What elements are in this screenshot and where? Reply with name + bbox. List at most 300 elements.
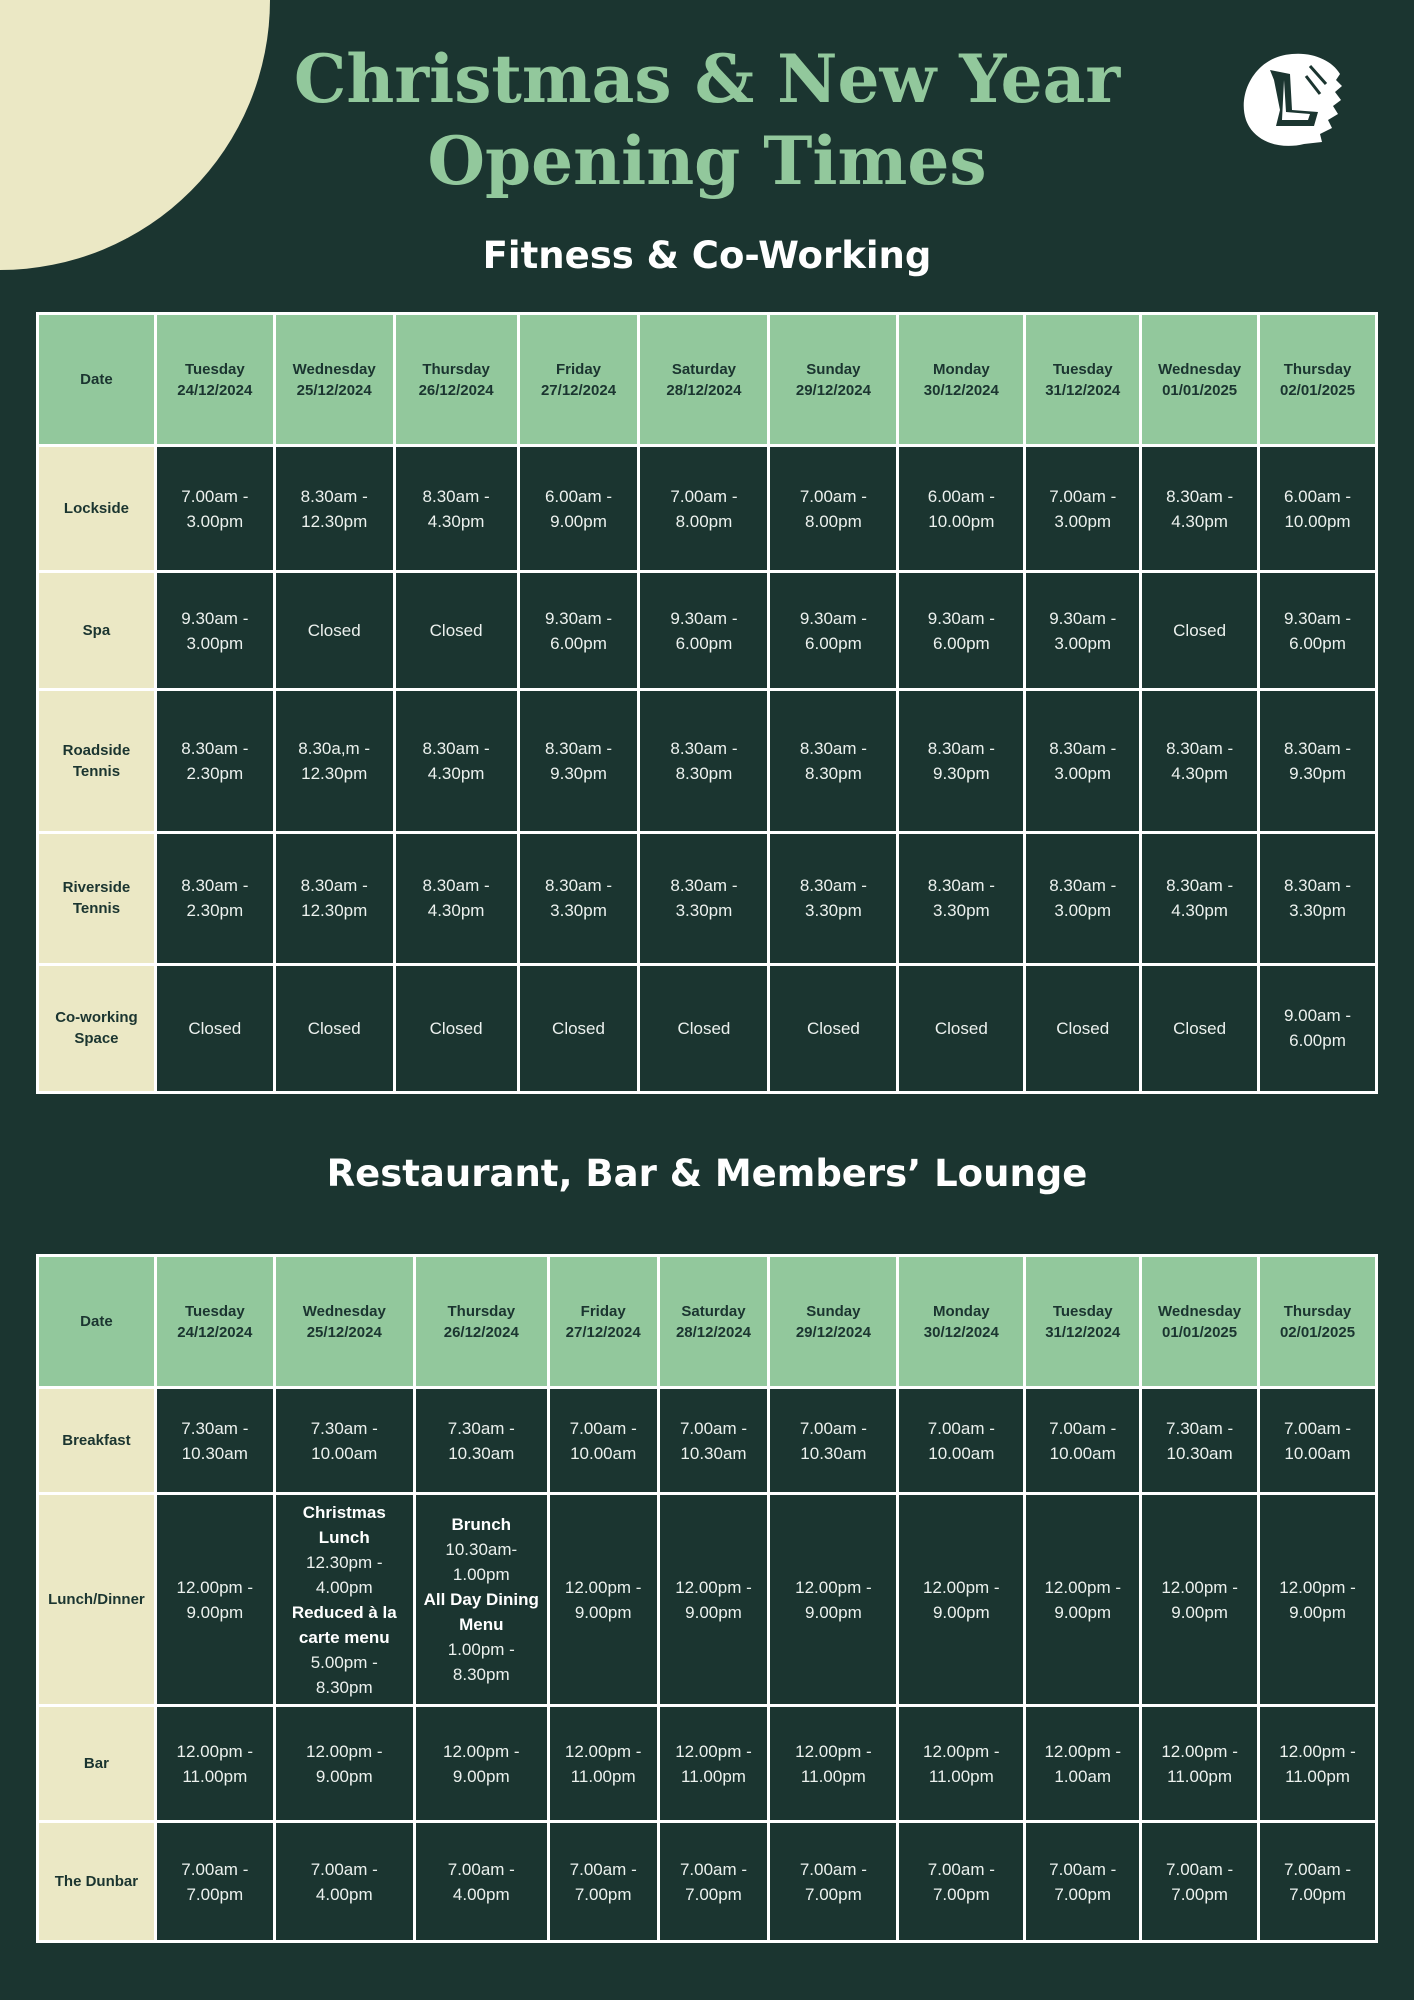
cell-line: 12.00pm - — [923, 1741, 1000, 1761]
cell-line: 4.00pm — [452, 1884, 510, 1904]
row-label: Spa — [38, 572, 156, 690]
time-cell — [414, 1706, 548, 1822]
time-cell — [1141, 690, 1259, 832]
time-cell — [1259, 964, 1377, 1092]
time-cell — [155, 446, 274, 572]
date-header-date: 31/12/2024 — [1045, 381, 1121, 399]
table-row — [38, 1388, 1377, 1494]
row-label: Co-working Space — [38, 964, 156, 1092]
cell-line: 4.30pm — [427, 901, 485, 921]
cell-line: 6.00pm — [932, 633, 990, 653]
row-label: Lunch/Dinner — [38, 1494, 156, 1706]
fitness-heading: Fitness & Co-Working — [482, 234, 932, 277]
time-cell — [1141, 1822, 1259, 1942]
cell-line: 7.00pm — [932, 1884, 990, 1904]
time-cell — [1025, 690, 1141, 832]
cell-line: Closed — [934, 1018, 988, 1038]
date-header — [1025, 1256, 1141, 1388]
cell-line: 8.30am - — [670, 876, 738, 896]
cell-line: 6.00pm — [550, 633, 607, 653]
date-header-day: Tuesday — [1052, 360, 1113, 378]
cell-line: 4.30pm — [427, 511, 485, 531]
cell-line: 7.00am - — [1049, 1859, 1117, 1879]
cell-line: 7.30am - — [310, 1418, 378, 1438]
cell-line: 12.30pm - — [305, 1552, 383, 1572]
date-header-day: Wednesday — [1158, 360, 1242, 378]
time-cell — [548, 1822, 658, 1942]
cell-line: Closed — [188, 1018, 242, 1038]
table-row — [38, 572, 1377, 690]
cell-line: 7.00am - — [679, 1418, 748, 1438]
time-cell — [274, 572, 394, 690]
date-header-date: 28/12/2024 — [675, 1323, 752, 1341]
cell-line: 4.00pm — [315, 1884, 373, 1904]
date-header — [1141, 1256, 1259, 1388]
cell-line: 7.00am - — [447, 1859, 515, 1879]
time-cell — [1141, 446, 1259, 572]
cell-line: 8.30pm — [315, 1677, 373, 1697]
cell-line: Christmas — [302, 1502, 386, 1522]
time-cell — [274, 446, 394, 572]
cell-line: 3.00pm — [1054, 901, 1112, 921]
date-header-day: Thursday — [447, 1302, 516, 1320]
time-cell — [658, 1494, 769, 1706]
date-header-date: 01/01/2025 — [1162, 381, 1238, 399]
cell-line: 8.30am - — [422, 738, 490, 758]
page-title — [0, 38, 1414, 202]
time-cell — [1025, 832, 1141, 964]
row-label: Lockside — [38, 446, 156, 572]
date-header — [414, 1256, 548, 1388]
time-cell — [1141, 1706, 1259, 1822]
time-cell — [394, 964, 518, 1092]
cell-line: 6.00am - — [927, 486, 995, 506]
cell-line: 2.30pm — [186, 901, 244, 921]
time-cell — [1141, 832, 1259, 964]
date-header-date: 02/01/2025 — [1279, 381, 1356, 399]
date-header-date: 24/12/2024 — [177, 1323, 253, 1341]
date-header — [155, 1256, 274, 1388]
cell-line: 8.30am - — [1049, 876, 1117, 896]
date-header-day: Monday — [933, 360, 990, 378]
cell-line: 8.00pm — [805, 511, 862, 531]
cell-line: 9.30am - — [799, 608, 867, 628]
cell-line: 12.00pm - — [305, 1741, 383, 1761]
cell-line: 7.00am - — [799, 1859, 867, 1879]
date-label: Date — [38, 1256, 156, 1388]
cell-line: 12.00pm - — [795, 1741, 872, 1761]
date-header-day: Tuesday — [184, 1302, 245, 1320]
cell-line: 9.00pm — [1171, 1602, 1228, 1622]
time-cell — [1141, 1388, 1259, 1494]
cell-line: 12.00pm - — [1279, 1577, 1356, 1597]
date-header-day: Wednesday — [1158, 1302, 1242, 1320]
time-cell — [274, 964, 394, 1092]
cell-line: 5.00pm - — [310, 1652, 378, 1672]
cell-line: 8.30am - — [670, 738, 738, 758]
cell-line: 8.30am - — [799, 876, 867, 896]
header-row — [38, 1256, 1377, 1388]
cell-line: Closed — [1173, 1018, 1227, 1038]
cell-line: 4.30pm — [427, 763, 485, 783]
header-row — [38, 314, 1377, 446]
cell-line: 10.30am — [181, 1443, 248, 1463]
cell-line: 12.30pm — [301, 901, 368, 921]
cell-line: 7.00pm — [1054, 1884, 1112, 1904]
time-cell — [1025, 1822, 1141, 1942]
date-header-date: 29/12/2024 — [795, 381, 871, 399]
time-cell — [1025, 1388, 1141, 1494]
date-header — [898, 1256, 1025, 1388]
cell-line: 3.30pm — [1289, 901, 1346, 921]
cell-line: 8.30pm — [675, 763, 733, 783]
cell-line: 9.30pm — [550, 763, 607, 783]
time-cell — [274, 1706, 414, 1822]
cell-line: 7.00am - — [927, 1859, 995, 1879]
time-cell — [639, 690, 769, 832]
cell-line: 3.00pm — [1054, 511, 1112, 531]
leaf-L-logo-icon — [1240, 50, 1346, 150]
date-header-day: Thursday — [422, 360, 490, 378]
cell-line: 10.30am — [1166, 1443, 1233, 1463]
cell-line: 11.00pm — [1285, 1766, 1350, 1786]
cell-line: 7.00am - — [310, 1859, 378, 1879]
cell-line: 4.30pm — [1171, 763, 1228, 783]
time-cell — [155, 1822, 274, 1942]
date-header-date: 24/12/2024 — [177, 381, 253, 399]
time-cell — [1259, 572, 1377, 690]
cell-line: 9.00pm — [1289, 1602, 1346, 1622]
time-cell — [1141, 572, 1259, 690]
cell-line: 9.00pm — [186, 1602, 244, 1622]
cell-line: 6.00pm — [1289, 1031, 1346, 1051]
cell-line: 3.00pm — [1054, 633, 1112, 653]
time-cell — [639, 446, 769, 572]
time-cell — [769, 964, 898, 1092]
cell-line: 8.30am - — [422, 876, 490, 896]
date-header-day: Thursday — [1283, 360, 1352, 378]
time-cell — [769, 572, 898, 690]
cell-line: 8.00pm — [675, 511, 733, 531]
time-cell — [769, 1822, 898, 1942]
cell-line: 9.00pm — [574, 1602, 632, 1622]
date-header — [1025, 314, 1141, 446]
time-cell — [155, 1706, 274, 1822]
time-cell — [1259, 1388, 1377, 1494]
date-header — [1141, 314, 1259, 446]
time-cell — [1025, 572, 1141, 690]
cell-line: 9.00pm — [685, 1602, 742, 1622]
cell-line: 3.30pm — [932, 901, 990, 921]
cell-line: 9.00pm — [315, 1766, 373, 1786]
cell-line: 10.00am — [1284, 1443, 1351, 1463]
cell-line: 8.30am - — [927, 738, 995, 758]
fitness-table — [36, 312, 1378, 1094]
cell-line: 2.30pm — [186, 763, 244, 783]
cell-line: 9.00pm — [805, 1602, 862, 1622]
cell-line: 12.00pm - — [176, 1741, 254, 1761]
time-cell — [658, 1706, 769, 1822]
time-cell — [548, 1494, 658, 1706]
time-cell — [1025, 1706, 1141, 1822]
cell-line: Closed — [552, 1018, 605, 1038]
cell-line: Closed — [429, 621, 483, 641]
date-header-date: 01/01/2025 — [1162, 1323, 1238, 1341]
cell-line: 11.00pm — [1167, 1766, 1233, 1786]
cell-line: 12.00pm - — [795, 1577, 872, 1597]
time-cell — [155, 1388, 274, 1494]
cell-line: Closed — [1056, 1018, 1110, 1038]
cell-line: 9.30am - — [670, 608, 738, 628]
time-cell — [639, 964, 769, 1092]
cell-line: 8.30am - — [544, 738, 613, 758]
cell-line: 7.00pm — [805, 1884, 862, 1904]
cell-line: 8.30am - — [300, 486, 368, 506]
cell-line: 12.00pm - — [675, 1741, 752, 1761]
cell-line: 12.00pm - — [1044, 1741, 1121, 1761]
time-cell — [898, 446, 1025, 572]
date-header-date: 27/12/2024 — [565, 1323, 641, 1341]
cell-line: 7.00am - — [1166, 1859, 1234, 1879]
cell-line: 10.00am — [928, 1443, 995, 1463]
cell-line: 8.30am - — [544, 876, 613, 896]
date-header-day: Tuesday — [1052, 1302, 1113, 1320]
cell-line: 9.30pm — [1289, 763, 1346, 783]
time-cell — [639, 572, 769, 690]
date-header — [548, 1256, 658, 1388]
cell-line: 8.30am - — [181, 738, 249, 758]
time-cell — [394, 832, 518, 964]
date-header — [898, 314, 1025, 446]
date-header-date: 26/12/2024 — [418, 381, 494, 399]
cell-line: 7.00am - — [1283, 1859, 1352, 1879]
time-cell — [518, 572, 639, 690]
date-header-day: Monday — [932, 1302, 990, 1320]
cell-line: 8.30am - — [927, 876, 995, 896]
cell-line: 6.00pm — [675, 633, 733, 653]
time-cell — [1259, 1706, 1377, 1822]
page-title-line-2: Opening Times — [427, 122, 987, 200]
date-header-date: 27/12/2024 — [540, 381, 617, 399]
cell-line: 7.00pm — [1171, 1884, 1228, 1904]
date-header — [394, 314, 518, 446]
date-header-day: Friday — [580, 1302, 626, 1320]
cell-line: 12.00pm - — [1279, 1741, 1356, 1761]
cell-line: 8.30am - — [1166, 876, 1234, 896]
cell-line: 3.00pm — [186, 511, 244, 531]
cell-line: 3.00pm — [1054, 763, 1112, 783]
cell-line: 7.00am - — [670, 486, 738, 506]
cell-line: 12.00pm - — [564, 1741, 642, 1761]
time-cell — [658, 1822, 769, 1942]
cell-line: 9.00pm — [932, 1602, 990, 1622]
cell-line: 9.30am - — [927, 608, 995, 628]
time-cell — [274, 1494, 414, 1706]
cell-line: 8.30am - — [1283, 876, 1352, 896]
restaurant-table — [36, 1254, 1378, 1943]
restaurant-heading: Restaurant, Bar & Members’ Lounge — [326, 1152, 1088, 1195]
time-cell — [898, 832, 1025, 964]
cell-line: 8.30pm — [452, 1665, 510, 1684]
time-cell — [155, 1494, 274, 1706]
time-cell — [414, 1494, 548, 1706]
cell-line: 10.00am — [311, 1443, 378, 1463]
date-header — [769, 1256, 898, 1388]
cell-line: 12.00pm - — [176, 1577, 254, 1597]
date-header — [274, 1256, 414, 1388]
cell-line: 7.30am - — [181, 1418, 249, 1438]
time-cell — [1259, 832, 1377, 964]
cell-line: 11.00pm — [928, 1766, 994, 1786]
time-cell — [394, 572, 518, 690]
time-cell — [898, 690, 1025, 832]
time-cell — [155, 572, 274, 690]
cell-line: carte menu — [298, 1627, 390, 1647]
cell-line: 7.00am - — [927, 1418, 995, 1438]
time-cell — [658, 1388, 769, 1494]
table-body — [38, 1388, 1377, 1942]
table-row — [38, 446, 1377, 572]
date-header-date: 25/12/2024 — [306, 1323, 382, 1341]
cell-line: 7.30am - — [1166, 1418, 1234, 1438]
table-row — [38, 832, 1377, 964]
cell-line: 9.30pm — [932, 763, 990, 783]
cell-line: 11.00pm — [800, 1766, 866, 1786]
time-cell — [548, 1388, 658, 1494]
time-cell — [1025, 964, 1141, 1092]
cell-line: 6.00pm — [805, 633, 862, 653]
cell-line: 8.30am - — [422, 486, 490, 506]
time-cell — [518, 690, 639, 832]
cell-line: 8.30a,m - — [298, 738, 371, 758]
cell-line: Closed — [307, 1018, 361, 1038]
date-header-date: 30/12/2024 — [923, 1323, 999, 1341]
cell-line: 10.00am — [570, 1443, 637, 1463]
cell-line: Closed — [307, 621, 361, 641]
cell-line: 3.30pm — [805, 901, 862, 921]
cell-line: 12.00pm - — [1161, 1577, 1238, 1597]
time-cell — [155, 964, 274, 1092]
cell-line: 7.00am - — [569, 1418, 637, 1438]
date-header-date: 02/01/2025 — [1279, 1323, 1356, 1341]
date-header — [518, 314, 639, 446]
time-cell — [898, 1494, 1025, 1706]
cell-line: 7.00am - — [181, 1859, 249, 1879]
time-cell — [898, 1388, 1025, 1494]
cell-line: 7.00am - — [1049, 486, 1117, 506]
cell-line: 1.00am — [1054, 1766, 1112, 1786]
time-cell — [518, 832, 639, 964]
time-cell — [769, 690, 898, 832]
time-cell — [518, 446, 639, 572]
cell-line: 8.30am - — [300, 876, 368, 896]
cell-line: 7.00am - — [1283, 1418, 1352, 1438]
table-body — [38, 446, 1377, 1093]
row-label: The Dunbar — [38, 1822, 156, 1942]
cell-line: 3.00pm — [186, 633, 244, 653]
time-cell — [394, 446, 518, 572]
cell-line: 7.00pm — [685, 1884, 742, 1904]
date-label: Date — [38, 314, 156, 446]
date-header-day: Thursday — [1283, 1302, 1352, 1320]
cell-line: Closed — [806, 1018, 860, 1038]
cell-line: 9.00pm — [452, 1766, 510, 1786]
cell-line: 8.30am - — [1049, 738, 1117, 758]
cell-line: 4.30pm — [1171, 511, 1228, 531]
time-cell — [769, 1388, 898, 1494]
cell-line: 7.00pm — [186, 1884, 244, 1904]
time-cell — [414, 1388, 548, 1494]
cell-line: 7.00am - — [679, 1859, 748, 1879]
cell-line: 10.30am — [680, 1443, 747, 1463]
cell-line: 11.00pm — [681, 1766, 746, 1786]
time-cell — [548, 1706, 658, 1822]
date-header-day: Saturday — [671, 360, 737, 378]
time-cell — [155, 832, 274, 964]
cell-line: All Day Dining — [423, 1590, 539, 1609]
time-cell — [898, 572, 1025, 690]
time-cell — [769, 1706, 898, 1822]
cell-line: 10.30am — [800, 1443, 867, 1463]
cell-line: 7.00am - — [799, 486, 867, 506]
date-header-day: Sunday — [806, 360, 861, 378]
date-header — [155, 314, 274, 446]
time-cell — [1259, 1822, 1377, 1942]
row-label: Breakfast — [38, 1388, 156, 1494]
cell-line: 11.00pm — [570, 1766, 636, 1786]
cell-line: 11.00pm — [182, 1766, 248, 1786]
time-cell — [898, 1822, 1025, 1942]
date-header-date: 31/12/2024 — [1045, 1323, 1121, 1341]
cell-line: Closed — [429, 1018, 483, 1038]
cell-line: 10.00pm — [1284, 511, 1351, 531]
time-cell — [639, 832, 769, 964]
date-header-day: Sunday — [806, 1302, 861, 1320]
time-cell — [898, 964, 1025, 1092]
row-label: Roadside Tennis — [38, 690, 156, 832]
cell-line: 1.00pm - — [447, 1640, 515, 1659]
cell-line: 7.00pm — [1289, 1884, 1346, 1904]
cell-line: 12.30pm — [301, 763, 368, 783]
date-header-date: 30/12/2024 — [923, 381, 999, 399]
cell-line: 3.30pm — [675, 901, 733, 921]
time-cell — [274, 1822, 414, 1942]
row-label: Bar — [38, 1706, 156, 1822]
cell-line: 10.00am — [1049, 1443, 1116, 1463]
table-row — [38, 1822, 1377, 1942]
date-header — [1259, 1256, 1377, 1388]
date-header-day: Wednesday — [292, 360, 376, 378]
cell-line: 9.00pm — [1054, 1602, 1112, 1622]
time-cell — [1141, 964, 1259, 1092]
row-label: Riverside Tennis — [38, 832, 156, 964]
cell-line: 9.30am - — [1049, 608, 1117, 628]
time-cell — [769, 446, 898, 572]
cell-line: 12.00pm - — [443, 1741, 520, 1761]
date-header — [639, 314, 769, 446]
cell-line: 7.30am - — [447, 1418, 515, 1438]
cell-line: 8.30am - — [1166, 738, 1234, 758]
cell-line: 12.00pm - — [1044, 1577, 1121, 1597]
time-cell — [898, 1706, 1025, 1822]
date-header — [274, 314, 394, 446]
cell-line: 9.30am - — [544, 608, 613, 628]
time-cell — [274, 832, 394, 964]
cell-line: 9.00pm — [550, 511, 607, 531]
cell-line: Brunch — [451, 1515, 512, 1534]
cell-line: 4.00pm — [315, 1577, 373, 1597]
table-row — [38, 1494, 1377, 1706]
